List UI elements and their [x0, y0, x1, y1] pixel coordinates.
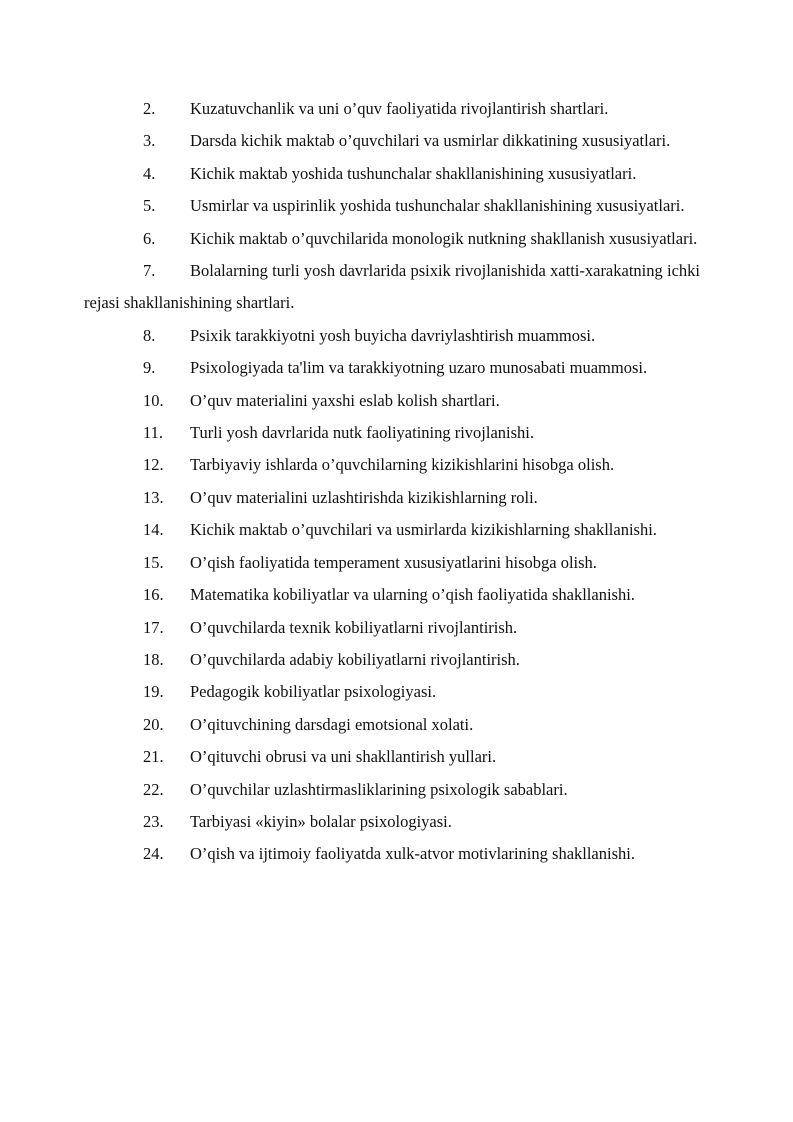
item-text: Usmirlar va uspirinlik yoshida tushunchalar shakllanishining xususiyatlari.: [190, 196, 685, 216]
item-number: 9.: [143, 358, 156, 378]
list-item: [84, 125, 700, 157]
item-number: 14.: [143, 520, 164, 540]
item-number: 6.: [143, 228, 156, 248]
list-item: [84, 255, 700, 320]
item-number: 2.: [143, 99, 156, 118]
item-text: Kuzatuvchanlik va uni o’quv faoliyatida rivojlantirish shartlari.: [190, 99, 609, 118]
item-number: 12.: [143, 455, 164, 475]
item-number: 22.: [143, 779, 164, 799]
item-text: Tarbiyaviy ishlarda o’quvchilarning kizikishlarini hisobga olish.: [190, 455, 615, 475]
item-text: O’qish va ijtimoiy faoliyatda xulk-atvor motivlarining shakllanishi.: [190, 844, 635, 864]
list-item: [84, 612, 700, 644]
item-number: 5.: [143, 196, 156, 216]
item-number: 19.: [143, 682, 164, 702]
list-item: [84, 385, 700, 417]
list-item: [84, 158, 700, 190]
list-item: [84, 320, 700, 352]
item-number: 18.: [143, 649, 164, 669]
item-number: 13.: [143, 487, 164, 507]
list-item: [84, 482, 700, 514]
item-text: Matematika kobiliyatlar va ularning o’qish faoliyatida shakllanishi.: [190, 585, 635, 605]
list-item: [84, 352, 700, 384]
item-number: 11.: [143, 423, 164, 443]
list-item: [84, 709, 700, 741]
item-text: O’quv materialini uzlashtirishda kizikishlarning roli.: [190, 487, 538, 507]
item-text: Kichik maktab o’quvchilarida monologik nutkning shakllanish xususiyatlari.: [190, 228, 698, 248]
item-number: 7.: [143, 261, 156, 281]
item-number: 20.: [143, 714, 164, 734]
item-text: Turli yosh davrlarida nutk faoliyatining rivojlanishi.: [190, 423, 535, 443]
item-text: O’qituvchi obrusi va uni shakllantirish yullari.: [190, 747, 497, 767]
item-text: Tarbiyasi «kiyin» bolalar psixologiyasi.: [190, 811, 452, 831]
item-text: O’quvchilarda adabiy kobiliyatlarni rivojlantirish.: [190, 649, 520, 669]
list-item: [84, 417, 700, 449]
list-item: [84, 741, 700, 773]
item-text: Bolalarning turli yosh davrlarida psixik rivojlanishida xatti-xarakatning ichki rejasi shakllanishining shartlari.: [84, 261, 700, 313]
item-number: 8.: [143, 325, 156, 345]
list-item: [84, 676, 700, 708]
item-text: O’qituvchining darsdagi emotsional xolati.: [190, 714, 474, 734]
list-item: [84, 223, 700, 255]
item-number: 10.: [143, 390, 164, 410]
item-number: 4.: [143, 163, 156, 183]
item-number: 16.: [143, 585, 164, 605]
item-number: 17.: [143, 617, 164, 637]
item-text: Kichik maktab o’quvchilari va usmirlarda kizikishlarning shakllanishi.: [190, 520, 657, 540]
item-text: O’qish faoliyatida temperament xususiyatlarini hisobga olish.: [190, 552, 597, 572]
list-item: [84, 579, 700, 611]
list-item: [84, 190, 700, 222]
item-text: O’quv materialini yaxshi eslab kolish shartlari.: [190, 390, 500, 410]
item-text: Darsda kichik maktab o’quvchilari va usmirlar dikkatining xususiyatlari.: [190, 131, 671, 151]
item-text: Psixik tarakkiyotni yosh buyicha davriylashtirish muammosi.: [190, 325, 596, 345]
list-item: [84, 449, 700, 481]
item-text: O’quvchilarda texnik kobiliyatlarni rivojlantirish.: [190, 617, 518, 637]
list-item: [84, 806, 700, 838]
list-item: [84, 93, 700, 125]
item-text: O’quvchilar uzlashtirmasliklarining psixologik sabablari.: [190, 779, 568, 799]
list-item: [84, 644, 700, 676]
topics-list: [84, 93, 700, 871]
list-item: [84, 514, 700, 546]
list-item: [84, 774, 700, 806]
item-text: Kichik maktab yoshida tushunchalar shakllanishining xususiyatlari.: [190, 163, 637, 183]
list-item: [84, 838, 700, 870]
item-number: 21.: [143, 747, 164, 767]
item-number: 3.: [143, 131, 156, 151]
item-text: Pedagogik kobiliyatlar psixologiyasi.: [190, 682, 437, 702]
item-number: 15.: [143, 552, 164, 572]
list-item: [84, 547, 700, 579]
item-text: Psixologiyada ta'lim va tarakkiyotning uzaro munosabati muammosi.: [190, 358, 648, 378]
item-number: 23.: [143, 811, 164, 831]
item-number: 24.: [143, 844, 164, 864]
